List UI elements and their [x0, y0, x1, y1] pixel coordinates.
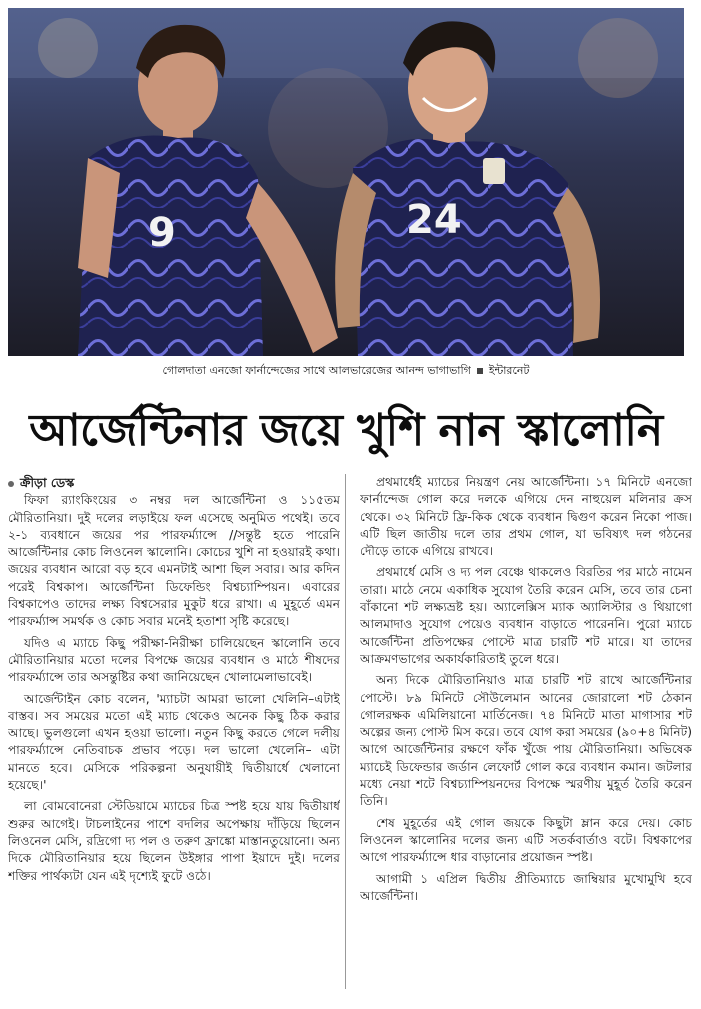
article-headline: আর্জেন্টিনার জয়ে খুশি নান স্কালোনি	[29, 405, 663, 456]
news-photo	[8, 8, 684, 356]
paragraph: অন্য দিকে মৌরিতানিয়াও মাত্র চারটি শট রাখে আর্জেন্টিনার পোস্টে। ৮৯ মিনিটে সৌউলেমান আনের জোরালো শট ঠেকান গোলরক্ষক এমিলিয়ানো মার্তিনেজ। ৭৪ মিনিটে মাতা মাগাসার শট অল্পের জন্য পোস্ট মিস করে। তবে যোগ করা সময়ের (৯০+৪ মিনিট) আগে আর্জেন্টিনার রক্ষণে ফাঁক খুঁজে পায় মৌরিতানিয়া। অভিষেক ম্যাচেই ডিফেন্ডার জর্ডান লেফোর্ট গোল করে ব্যবধান কমান। জটলার মধ্যে নেয়া শটে বিশ্বচ্যাম্পিয়নদের বিপক্ষে স্মরণীয় মুহূর্ত তৈরি করেন তিনি।	[360, 673, 692, 809]
players-illustration	[8, 8, 684, 356]
caption-text: গোলদাতা এনজো ফার্নান্দেজের সাথে আলভারেজের আনন্দ ভাগাভাগি	[162, 364, 471, 377]
paragraph: প্রথমার্ধে মেসি ও দ্য পল বেঞ্চে থাকলেও বিরতির পর মাঠে নামেন তারা। মাঠে নেমে একাধিক সুযোগ তৈরি করেন মেসি, তবে তার চেনা বাঁকানো শট লক্ষ্যভ্রষ্ট হয়। অ্যালেক্সিস ম্যাক অ্যালিস্টার ও থিয়াগো আলমাদাও সুযোগ পেয়েও ব্যবধান বাড়াতে পারেননি। পুরো ম্যাচে আর্জেন্টিনা প্রতিপক্ষের পোস্টে মাত্র চারটি শট মারে। যা তাদের আক্রমণভাগের অকার্যকারিতাই তুলে ধরে।	[360, 565, 692, 666]
paragraph: আর্জেন্টাইন কোচ বলেন, 'ম্যাচটা আমরা ভালো খেলিনি–এটাই বাস্তব। সব সময়ের মতো এই ম্যাচ থেকেও অনেক কিছু ঠিক করার আছে। ভুলগুলো এখন হওয়া ভালো। নতুন কিছু করতে গেলে দলীয় পারফর্ম্যান্সে নেতিবাচক প্রভাব পড়ে। দল ভালো খেলেনি– এটা মানতে হবে। মেসিকে পরিকল্পনা অনুযায়ীই দ্বিতীয়ার্ধে খেলানো হয়েছে।'	[8, 691, 340, 793]
photo-caption	[8, 359, 684, 383]
desk-label: ক্রীড়া ডেস্ক	[20, 475, 75, 490]
desk-byline	[8, 474, 340, 491]
column-divider	[345, 474, 346, 989]
svg-text:9: 9	[148, 210, 176, 256]
article-column-right	[360, 474, 692, 1002]
paragraph: লা বোমবোনেরা স্টেডিয়ামে ম্যাচের চিত্র স্পষ্ট হয়ে যায় দ্বিতীয়ার্ধ শুরুর আগেই। টাচলাইনের পাশে বদলির অপেক্ষায় দাঁড়িয়ে ছিলেন লিওনেল মেসি, রদ্রিগো দ্য পল ও তরুণ ফ্রাঙ্কো মাস্তানতুয়োনো। অন্য দিকে মৌরিতানিয়ার হয়ে ছিলেন উইঙ্গার পাপা ইয়াদে দুই। দলের শক্তির পার্থক্যটা যেন এই দৃশ্যেই ফুটে ওঠে।	[8, 799, 340, 883]
paragraph: শেষ মুহূর্তের এই গোল জয়কে কিছুটা ম্লান করে দেয়। কোচ লিওনেল স্কালোনির দলের জন্য এটি সতর্কবার্তাও বটে। বিশ্বকাপের আগে পারফর্ম্যান্সে ধার বাড়ানোর প্রয়োজন স্পষ্ট।	[360, 815, 692, 865]
paragraph: প্রথমার্ধেই ম্যাচের নিয়ন্ত্রণ নেয় আর্জেন্টিনা। ১৭ মিনিটে এনজো ফার্নান্দেজ গোল করে দলকে এগিয়ে দেন নাহুয়েল মলিনার ক্রস থেকে। ৩২ মিনিটে ফ্রি-কিক থেকে ব্যবধান দ্বিগুণ করেন নিকো পাজ। এটি ছিল জাতীয় দলে তার প্রথম গোল, যা ভবিষ্যৎ দল গঠনের দৌড়ে তাকে এগিয়ে রাখবে।	[360, 475, 692, 559]
paragraph: যদিও এ ম্যাচে কিছু পরীক্ষা-নিরীক্ষা চালিয়েছেন স্কালোনি তবে মৌরিতানিয়ার মতো দলের বিপক্ষে জয়ের ব্যবধান ও মাঠে শীষদের পারফর্ম্যান্সে তার অসন্তুষ্টির কথা জানিয়েছেন খোলামেলাভাবেই।	[8, 635, 340, 685]
caption-separator-square	[477, 368, 483, 374]
article-column-left	[8, 474, 340, 1002]
paragraph: আগামী ১ এপ্রিল দ্বিতীয় প্রীতিম্যাচে জাম্বিয়ার মুখোমুখি হবে আর্জেন্টিনা।	[360, 871, 692, 903]
bullet-icon	[8, 481, 14, 487]
caption-source: ইন্টারনেট	[488, 364, 530, 377]
paragraph: ফিফা র‌্যাংকিংয়ের ৩ নম্বর দল আর্জেন্টিনা ও ১১৫তম মৌরিতানিয়া। দুই দলের লড়াইয়ে ফল এসেছে অনুমিত পথেই। তবে ২-১ ব্যবধানে জয়ের পর পারফর্ম্যান্সে //সন্তুষ্ট হতে পারেনি আর্জেন্টিনার কোচ লিওনেল স্কালোনি। কোচের খুশি না হওয়ারই কথা। জয়ের ব্যবধান আরো বড় হবে এমনটাই আশা ছিল সবার। আর কদিন পরেই বিশ্বকাপ। আর্জেন্টিনা ডিফেন্ডিং বিশ্বচ্যাম্পিয়ন। এবারের বিশ্বকাপেও তাদের লক্ষ্য বিশ্বসেরার মুকুট ধরে রাখা। এ মুহূর্তে এমন পারফর্ম্যান্স সমর্থক ও কোচ সবার মনেই হতাশা সৃষ্টি করেছে।	[8, 493, 340, 629]
svg-text:24: 24	[406, 197, 462, 243]
